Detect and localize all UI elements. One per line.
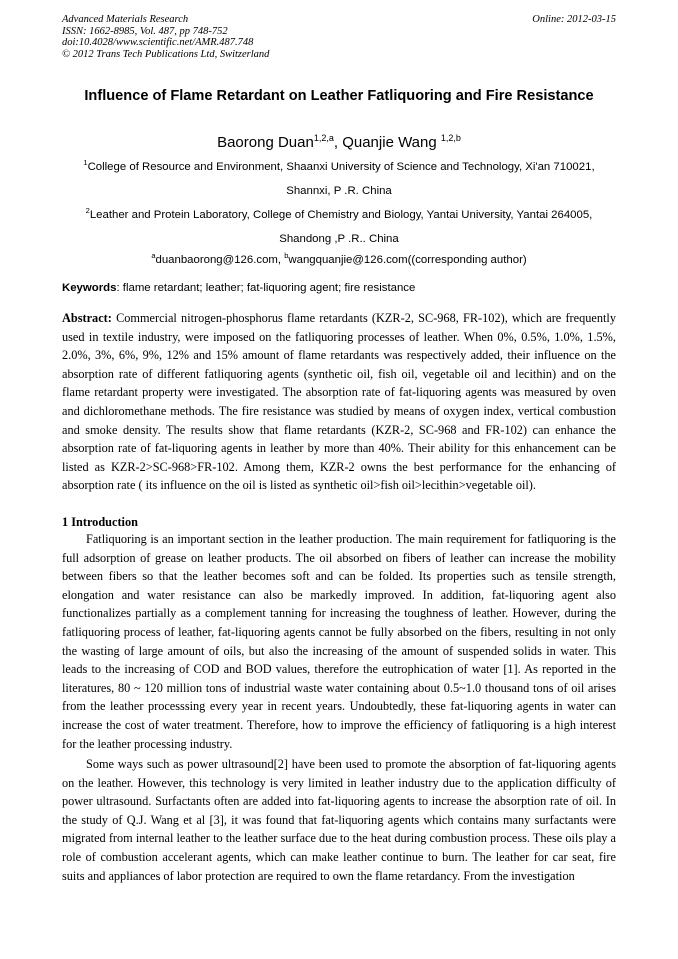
affiliation-1 [62, 151, 616, 203]
email-a-sup: a [151, 251, 156, 260]
affiliation-1-text: College of Resource and Environment, Shaanxi University of Science and Technology, Xi'an 710021, Shannxi, P .R. China [87, 161, 595, 197]
section-heading-introduction: 1 Introduction [62, 515, 138, 529]
author-separator: , [333, 134, 343, 151]
copyright-line: © 2012 Trans Tech Publications Ltd, Switzerland [62, 48, 270, 60]
doi-line: doi:10.4028/www.scientific.net/AMR.487.748 [62, 37, 254, 48]
paper-title: Influence of Flame Retardant on Leather Fatliquoring and Fire Resistance [84, 88, 594, 104]
affiliation-2-text: Leather and Protein Laboratory, College of Chemistry and Biology, Yantai University, Yantai 264005, Shandong ,P .R.. China [89, 209, 593, 245]
intro-paragraph-1: Fatliquoring is an important section in the leather production. The main requirement for fatliquoring is the full adsorption of grease on leather products. The oil absorbed on fibers of leather can increase the mobility between fibers so that the leather becomes soft and can be folded. Its properties such as tensile strength, elongation and water resistance can also be markedly improved. In addition, fat-liquoring agent also functionalizes partially as a complement tanning for increasing the toughness of leather. However, during the fatliquoring process of leather, fat-liquoring agents cannot be fully absorbed on the fibers, resulting in not only the wasting of large amount of oils, but also the increasing of the amount of suspended solids in water. This leads to the increasing of COD and BOD values, therefore the eutrophication of water [1]. As reported in the literatures, 80 ~ 120 million tons of industrial waste water containing about 0.5~1.0 thousand tons of oil arises from the leather processsing every year in recent years. Undoubtedly, these fat-liquoring agents in water can increase the cost of water treatment. Therefore, how to improve the efficiency of fatliquoring is a high interest for the leather processing industry. [62, 532, 616, 751]
affiliation-2-sup: 2 [85, 206, 90, 215]
author-line [0, 128, 678, 153]
keywords-line [62, 278, 415, 298]
intro-paragraph-2: Some ways such as power ultrasound[2] have been used to promote the absorption of fat-liquoring agents on the leather. However, this technology is very limited in leather industry due to the application difficulty of power ultrasound. Surfactants often are added into fat-liquoring agents to increase the absorption rate of oil. In the study of Q.J. Wang et al [3], it was found that fat-liquoring agents which contains many surfactants were migrated from internal leather to the leather surface due to the heat during combustion process. These oils play a role of combustion accelerant agents, which can make leather continue to burn. The leather for car seat, fire suits and appliances of labor protection are required to own the flame retardancy. From the investigation [62, 757, 616, 883]
online-date: Online: 2012-03-15 [532, 14, 616, 25]
abstract-label: Abstract: [62, 311, 112, 325]
keywords-label: Keywords [62, 282, 117, 294]
affiliation-1-sup: 1 [83, 158, 88, 167]
journal-name: Advanced Materials Research [62, 14, 189, 25]
email-b-sup: b [284, 251, 289, 260]
keywords-text: flame retardant; leather; fat-liquoring agent; fire resistance [119, 282, 416, 294]
abstract-text: Commercial nitrogen-phosphorus flame retardants (KZR-2, SC-968, FR-102), which are frequently used in textile industry, were imposed on the fatliquoring processes of leather. When 0%, 0.5%, 1.0%, 1.5%, 2.0%, 3%, 6%, 9%, 12% and 15% amount of flame retardants was respectively added, their influence on the absorption rate of different fatliquoring agents (synthetic oil, fish oil, vegetable oil and lecithin) and on the flame retardant property were investigated. The absorption rate of fat-liquoring agents was measured by oven and dichloromethane methods. The fire resistance was studied by means of oxygen index, vertical combustion and smoke density. The results show that flame retardants (KZR-2, SC-968 and FR-102) can enhance the absorption rate of fat-liquoring agents in leather by more than 40%. Their ability for this enhancement can be listed as KZR-2>SC-968>FR-102. Among them, KZR-2 owns the best performance for the enhancing of absorption rate ( its influence on the oil is listed as synthetic oil>fish oil>lecithin>vegetable oil). [62, 311, 616, 493]
author-1-name: Baorong Duan [217, 134, 314, 151]
abstract-paragraph [62, 309, 616, 495]
email-line [62, 244, 616, 272]
author-2-name: Quanjie Wang [342, 134, 441, 151]
journal-header [62, 14, 269, 60]
email-a: duanbaorong@126.com, [155, 254, 285, 266]
keywords-separator: : [116, 282, 120, 294]
author-1-sup: 1,2,a [313, 133, 334, 143]
email-b: wangquanjie@126.com((corresponding author) [288, 254, 527, 266]
issn-line: ISSN: 1662-8985, Vol. 487, pp 748-752 [62, 25, 228, 37]
author-2-sup: 1,2,b [440, 133, 461, 143]
